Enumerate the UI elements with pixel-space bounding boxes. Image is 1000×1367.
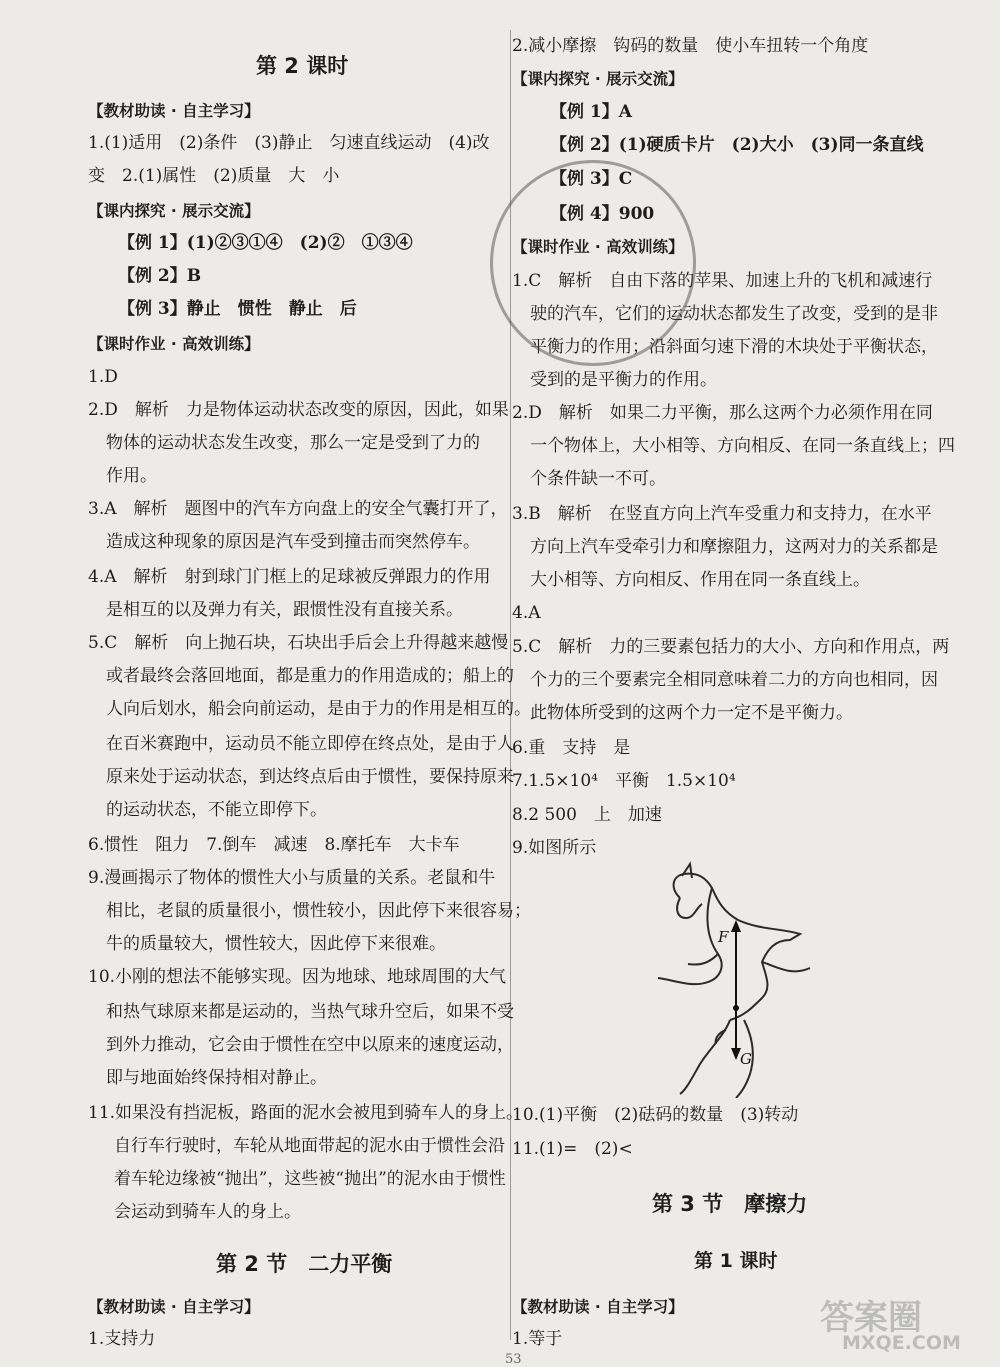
example-3: 【例 3】静止 惯性 静止 后: [118, 299, 357, 319]
answer-4: 4.A: [512, 603, 541, 623]
answer-9: 9.如图所示: [512, 838, 597, 858]
heading-homework: 【课时作业 · 高效训练】: [512, 238, 684, 256]
answer-line: 在百米赛跑中，运动员不能立即停在终点处，是由于人: [106, 734, 514, 754]
answer-line: 2.减小摩擦 钩码的数量 使小车扭转一个角度: [512, 36, 869, 56]
answer-line: 驶的汽车，它们的运动状态都发生了改变，受到的是非: [530, 304, 938, 324]
answer-10: 10.(1)平衡 (2)砝码的数量 (3)转动: [512, 1105, 799, 1125]
watermark: 答案圈: [820, 1298, 922, 1338]
answer-line: 或者最终会落回地面，都是重力的作用造成的；船上的: [106, 666, 514, 686]
answer-2: 2.D 解析 如果二力平衡，那么这两个力必须作用在同: [512, 403, 933, 423]
answer-1: 1.D: [88, 367, 118, 387]
section2-title: 第 2 节 二力平衡: [216, 1252, 393, 1276]
answer-line: 是相互的以及弹力有关，跟惯性没有直接关系。: [106, 600, 463, 620]
answer-11: 11.(1)= (2)<: [512, 1139, 633, 1159]
answer-line: 的运动状态，不能立即停下。: [106, 800, 327, 820]
answer-line: 原来处于运动状态，到达终点后由于惯性，要保持原来: [106, 767, 514, 787]
heading-explore: 【课内探究 · 展示交流】: [88, 202, 260, 220]
answer-line: 物体的运动状态发生改变，那么一定是受到了力的: [106, 433, 480, 453]
horse-force-diagram: [640, 858, 840, 1098]
answer-line: 个力的三个要素完全相同意味着二力的方向也相同，因: [530, 670, 938, 690]
horse-drawing-icon: [658, 864, 810, 1098]
answer-line: 自行车行驶时，车轮从地面带起的泥水由于惯性会沿: [114, 1136, 505, 1156]
answer-line: 一个物体上，大小相等、方向相反、在同一条直线上；四: [530, 436, 955, 456]
heading-study: 【教材助读 · 自主学习】: [88, 102, 260, 120]
answer-line: 个条件缺一不可。: [530, 469, 666, 489]
answer-line: 到外力推动，它会由于惯性在空中以原来的速度运动，: [106, 1035, 514, 1055]
heading-explore: 【课内探究 · 展示交流】: [512, 70, 684, 88]
answer-5: 5.C 解析 力的三要素包括力的大小、方向和作用点，两: [512, 637, 950, 657]
study-line: 1.等于: [512, 1329, 563, 1349]
answer-line: 作用。: [106, 466, 157, 486]
page-number: 53: [505, 1352, 522, 1367]
center-of-gravity-dot: [733, 1005, 739, 1011]
heading-study: 【教材助读 · 自主学习】: [88, 1298, 260, 1316]
lesson1-title: 第 1 课时: [694, 1250, 778, 1272]
answer-line: 方向上汽车受牵引力和摩擦阻力，这两对力的关系都是: [530, 537, 938, 557]
force-g-label: G: [740, 1050, 752, 1068]
example-1: 【例 1】(1)②③①④ (2)② ①③④: [118, 233, 413, 253]
answer-1: 1.C 解析 自由下落的苹果、加速上升的飞机和减速行: [512, 271, 933, 291]
answer-line: 和热气球原来都是运动的，当热气球升空后，如果不受: [106, 1002, 514, 1022]
example-1: 【例 1】A: [550, 102, 632, 122]
answer-10: 10.小刚的想法不能够实现。因为地球、地球周围的大气: [88, 967, 507, 987]
answer-7: 7.1.5×10⁴ 平衡 1.5×10⁴: [512, 771, 736, 791]
lesson2-title: 第 2 课时: [256, 54, 349, 78]
answer-6-8: 6.惯性 阻力 7.倒车 减速 8.摩托车 大卡车: [88, 835, 460, 855]
answer-line: 此物体所受到的这两个力一定不是平衡力。: [530, 703, 853, 723]
arrowhead-up-icon: [731, 920, 741, 932]
answer-5: 5.C 解析 向上抛石块，石块出手后会上升得越来越慢: [88, 633, 509, 653]
example-3: 【例 3】C: [550, 169, 633, 189]
answer-line: 平衡力的作用；沿斜面匀速下滑的木块处于平衡状态，: [530, 337, 938, 357]
answer-2: 2.D 解析 力是物体运动状态改变的原因，因此，如果: [88, 400, 509, 420]
example-2: 【例 2】B: [118, 266, 202, 286]
answer-6: 6.重 支持 是: [512, 738, 631, 758]
study-line: 1.支持力: [88, 1329, 156, 1349]
answer-line: 受到的是平衡力的作用。: [530, 370, 717, 390]
answer-line: 会运动到骑车人的身上。: [114, 1202, 301, 1222]
section3-title: 第 3 节 摩擦力: [652, 1192, 808, 1216]
answer-line: 着车轮边缘被“抛出”，这些被“抛出”的泥水由于惯性: [114, 1169, 506, 1189]
study-line: 1.(1)适用 (2)条件 (3)静止 匀速直线运动 (4)改: [88, 133, 490, 153]
answer-9: 9.漫画揭示了物体的惯性大小与质量的关系。老鼠和牛: [88, 868, 496, 888]
answer-4: 4.A 解析 射到球门门框上的足球被反弹跟力的作用: [88, 567, 491, 587]
answer-3: 3.A 解析 题图中的汽车方向盘上的安全气囊打开了，: [88, 499, 508, 519]
answer-3: 3.B 解析 在竖直方向上汽车受重力和支持力，在水平: [512, 504, 932, 524]
answer-line: 人向后划水，船会向前运动，是由于力的作用是相互的。: [106, 699, 531, 719]
example-4: 【例 4】900: [550, 204, 655, 224]
example-2: 【例 2】(1)硬质卡片 (2)大小 (3)同一条直线: [550, 135, 924, 155]
answer-line: 相比，老鼠的质量很小，惯性较小，因此停下来很容易；: [106, 901, 531, 921]
answer-line: 牛的质量较大，惯性较大，因此停下来很难。: [106, 934, 446, 954]
answer-line: 造成这种现象的原因是汽车受到撞击而突然停车。: [106, 532, 480, 552]
heading-study: 【教材助读 · 自主学习】: [512, 1298, 684, 1316]
answer-11: 11.如果没有挡泥板，路面的泥水会被甩到骑车人的身上。: [88, 1103, 524, 1123]
study-line: 变 2.(1)属性 (2)质量 大 小: [88, 166, 340, 186]
force-f-label: F: [718, 928, 729, 946]
heading-homework: 【课时作业 · 高效训练】: [88, 335, 260, 353]
answer-8: 8.2 500 上 加速: [512, 805, 662, 825]
answer-line: 即与地面始终保持相对静止。: [106, 1068, 327, 1088]
seal-stamp-icon: [490, 160, 696, 366]
watermark-url: MXQE.COM: [842, 1332, 961, 1354]
answer-line: 大小相等、方向相反、作用在同一条直线上。: [530, 570, 870, 590]
